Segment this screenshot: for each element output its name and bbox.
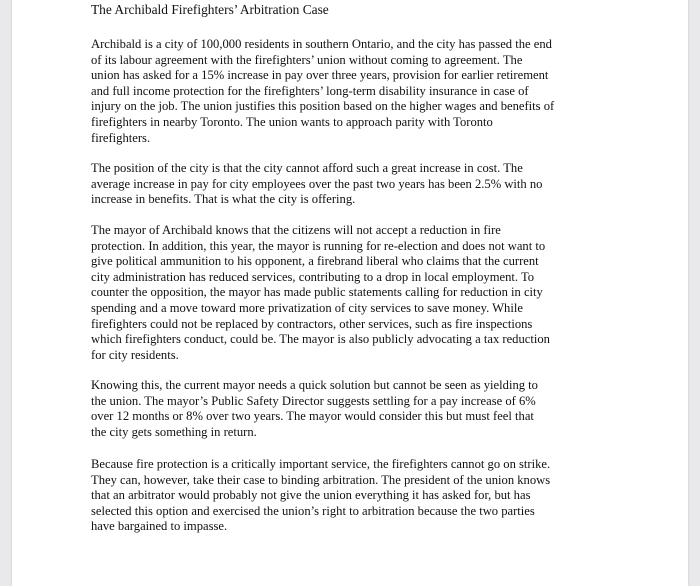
text-line: spending and a move toward more privatization of city services to save money. While	[91, 300, 523, 315]
paragraph-city-and-union-demands	[91, 37, 621, 146]
text-line: Archibald is a city of 100,000 residents in southern Ontario, and the city has passed the end	[91, 37, 552, 51]
paragraph-mayor-situation	[91, 223, 621, 363]
paragraph-city-position	[91, 161, 621, 208]
text-line: Knowing this, the current mayor needs a quick solution but cannot be seen as yielding to	[91, 378, 538, 392]
text-line: increase in benefits. That is what the city is offering.	[91, 192, 356, 207]
text-line: give political ammunition to his opponent, a firebrand liberal who claims that the current	[91, 254, 539, 269]
text-line: over 12 months or 8% over two years. The mayor would consider this but must feel that	[91, 409, 534, 424]
text-line: Because fire protection is a critically important service, the firefighters cannot go on strike.	[91, 457, 551, 471]
text-line: They can, however, take their case to binding arbitration. The president of the union knows	[91, 472, 551, 487]
text-line: the city gets something in return.	[91, 424, 257, 439]
text-line: injury on the job. The union justifies this position based on the higher wages and benefits of	[91, 99, 555, 114]
paragraph-mayor-needs	[91, 378, 621, 440]
document-title: The Archibald Firefighters’ Arbitration Case	[91, 2, 329, 17]
text-line: that an arbitrator would probably not give the union everything it has asked for, but has	[91, 488, 531, 503]
text-line: city administration has reduced services, contributing to a drop in local employment. To	[91, 269, 535, 284]
text-line: firefighters in nearby Toronto. The union wants to approach parity with Toronto	[91, 114, 493, 129]
text-line: have bargained to impasse.	[91, 519, 228, 534]
paragraph-arbitration	[91, 457, 621, 535]
text-line: firefighters could not be replaced by contractors, other services, such as fire inspections	[91, 316, 533, 331]
text-line: counter the opposition, the mayor has made public statements calling for reduction in city	[91, 285, 543, 300]
text-line: The mayor of Archibald knows that the citizens will not accept a reduction in fire	[91, 223, 501, 237]
text-line: The position of the city is that the city cannot afford such a great increase in cost. The	[91, 161, 523, 175]
text-line: for city residents.	[91, 347, 179, 362]
text-line: selected this option and exercised the union’s right to arbitration because the two parties	[91, 503, 535, 518]
text-line: of its labour agreement with the firefighters’ union without coming to agreement. The	[91, 52, 523, 67]
document-page	[12, 0, 688, 586]
text-line: the union. The mayor’s Public Safety Director suggests settling for a pay increase of 6%	[91, 393, 536, 408]
text-line: protection. In addition, this year, the mayor is running for re-election and does not want to	[91, 238, 546, 253]
text-line: union has asked for a 15% increase in pay over three years, provision for earlier retirement	[91, 68, 549, 83]
text-line: which firefighters conduct, could be. The mayor is also publicly advocating a tax reduction	[91, 332, 550, 347]
text-line: and full income protection for the firefighters’ long-term disability insurance in case of	[91, 83, 529, 98]
text-line: average increase in pay for city employees over the past two years has been 2.5% with no	[91, 176, 543, 191]
text-line: firefighters.	[91, 130, 151, 145]
